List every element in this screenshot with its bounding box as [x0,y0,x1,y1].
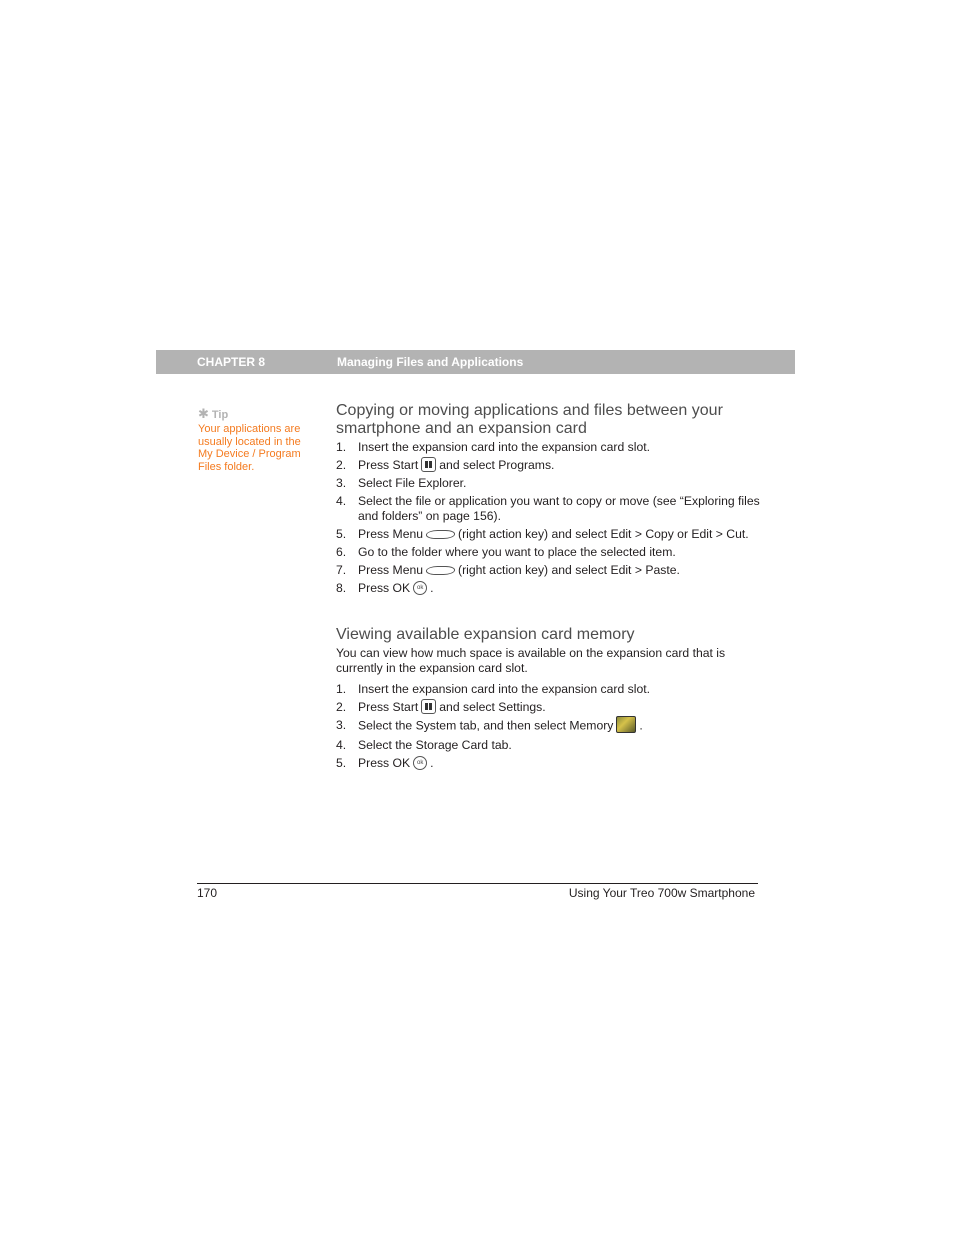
step-number: 1. [336,440,347,454]
menu-key-icon [425,566,456,575]
step-text: Insert the expansion card into the expansion card slot. [358,682,651,696]
list-item [336,563,761,578]
step-text: . [639,719,643,733]
tip-header [198,407,316,422]
list-item [336,440,761,455]
chapter-title: Managing Files and Applications [337,355,524,369]
section-title-card-memory: Viewing available expansion card memory [336,626,635,643]
section-copy-move [336,402,761,596]
list-item [336,527,761,542]
step-text: Select File Explorer. [358,476,467,491]
section-card-memory [336,626,761,771]
section-title-copy-move: Copying or moving applications and files between your smartphone and an expansion card [336,402,723,437]
list-item [336,581,761,596]
chapter-header-bar [156,350,795,374]
tip-text: Your applications are usually located in the My Device / Program Files folder. [198,423,301,473]
start-icon [421,699,436,714]
step-text: (right action key) and select Edit > Paste. [458,563,680,578]
page-number: 170 [197,886,218,900]
step-number: 4. [336,494,347,509]
step-text: Insert the expansion card into the expansion card slot. [358,440,651,454]
step-number: 5. [336,527,347,542]
step-text: Press Menu [358,527,424,542]
step-text: and select Programs. [439,458,555,472]
step-text: Press Start [358,700,419,714]
list-item [336,545,761,560]
section-intro: You can view how much space is available on the expansion card that is currently in the expansion card slot. [336,646,726,675]
step-text: Press OK [358,581,411,596]
step-text: Select the Storage Card tab. [358,738,512,753]
ok-icon: ok [413,756,427,770]
list-item [336,700,761,715]
start-icon [421,457,436,472]
step-text: Select the System tab, and then select Memory [358,719,614,733]
list-item [336,494,761,524]
list-item [336,682,761,697]
tip-label: Tip [211,409,229,421]
list-item [336,738,761,753]
tip-star-icon: ✱ [198,406,209,421]
tip-box [198,407,316,473]
step-text: Go to the folder where you want to place the selected item. [358,545,676,560]
memory-icon [616,716,636,733]
step-text: Press OK [358,756,411,771]
step-text: Press Start [358,458,419,472]
step-number: 2. [336,700,347,714]
step-text: Press Menu [358,563,424,578]
step-text: Select the file or application you want to copy or move (see “Exploring files and folders” on page 156). [358,494,760,524]
list-item [336,756,761,771]
step-text: (right action key) and select Edit > Copy or Edit > Cut. [458,527,749,542]
step-number: 7. [336,563,347,578]
step-number: 8. [336,581,347,596]
step-number: 4. [336,738,347,753]
ok-icon: ok [413,581,427,595]
step-text: and select Settings. [439,700,546,714]
step-number: 5. [336,756,347,771]
list-item [336,458,761,473]
step-number: 6. [336,545,347,560]
list-item [336,476,761,491]
step-number: 2. [336,458,347,472]
book-title: Using Your Treo 700w Smartphone [568,886,755,900]
step-number: 3. [336,718,347,733]
chapter-number: CHAPTER 8 [197,355,266,369]
menu-key-icon [425,530,456,539]
step-number: 3. [336,476,347,491]
step-text: . [430,756,434,771]
step-text: . [430,581,434,596]
step-number: 1. [336,682,347,696]
list-item [336,718,761,735]
footer-divider [197,883,758,884]
steps-card-memory [336,682,761,771]
steps-copy-move [336,440,761,596]
